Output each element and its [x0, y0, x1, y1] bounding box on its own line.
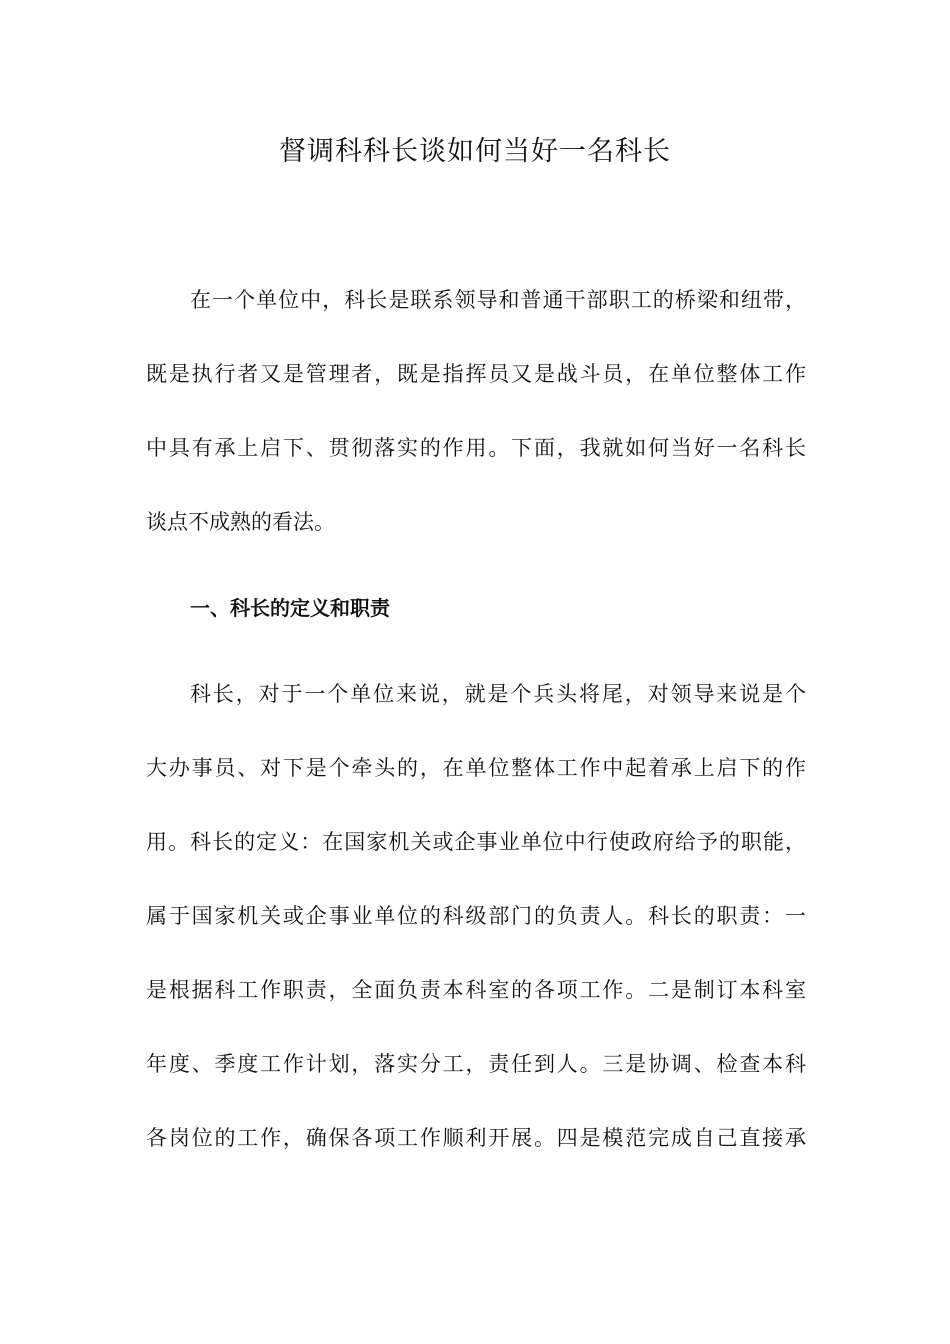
paragraph-2-line-5: 是根据科工作职责，全面负责本科室的各项工作。二是制订本科室	[146, 978, 806, 1002]
paragraph-2-line-6: 年度、季度工作计划，落实分工，责任到人。三是协调、检查本科	[146, 1052, 806, 1076]
paragraph-2-line-4: 属于国家机关或企事业单位的科级部门的负责人。科长的职责：一	[146, 904, 806, 928]
paragraph-2-line-7: 各岗位的工作，确保各项工作顺利开展。四是模范完成自己直接承	[146, 1126, 806, 1150]
paragraph-2-line-1: 科长，对于一个单位来说，就是个兵头将尾，对领导来说是个	[190, 682, 806, 706]
paragraph-1-line-1: 在一个单位中，科长是联系领导和普通干部职工的桥梁和纽带，	[190, 288, 806, 312]
paragraph-1-line-2: 既是执行者又是管理者，既是指挥员又是战斗员，在单位整体工作	[146, 362, 806, 386]
document-title: 督调科科长谈如何当好一名科长	[279, 136, 671, 167]
paragraph-1-line-3: 中具有承上启下、贯彻落实的作用。下面，我就如何当好一名科长	[146, 436, 806, 460]
paragraph-2-line-3: 用。科长的定义：在国家机关或企事业单位中行使政府给予的职能，	[146, 830, 806, 854]
paragraph-2-line-2: 大办事员、对下是个牵头的，在单位整体工作中起着承上启下的作	[146, 756, 806, 780]
paragraph-1-line-4: 谈点不成熟的看法。	[146, 510, 335, 534]
section-heading-1: 一、科长的定义和职责	[190, 596, 390, 620]
